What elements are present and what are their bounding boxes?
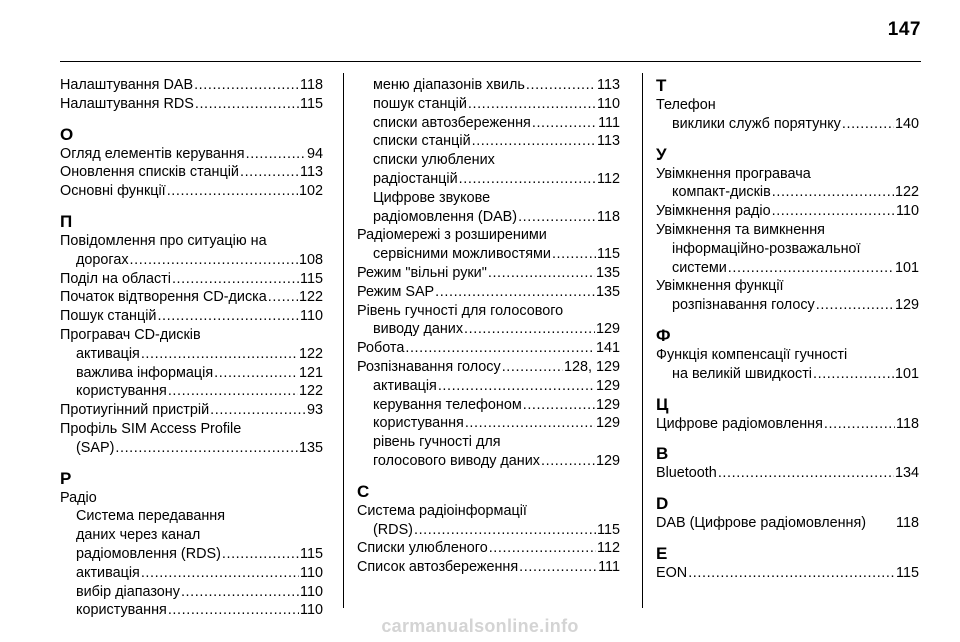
index-entry [357, 132, 620, 151]
index-entry-label: Оновлення списків станцій [60, 164, 239, 181]
index-entry [357, 208, 620, 227]
index-entry [357, 358, 620, 377]
dot-leader [519, 558, 597, 577]
dot-leader [115, 439, 298, 458]
index-entry-label: дорогах [76, 251, 129, 268]
index-entry-label: Цифрове радіомовлення [656, 415, 823, 432]
index-entry-page: 113 [597, 77, 620, 93]
index-entry [656, 296, 919, 315]
index-entry [60, 564, 323, 583]
index-entry-label: користування [76, 383, 167, 400]
section-letter: У [656, 144, 667, 164]
index-entry-label: активація [76, 345, 140, 362]
index-entry-page: 110 [300, 564, 323, 581]
dot-leader [130, 251, 298, 270]
index-entry-label: радіостанцій [373, 170, 458, 187]
index-entry-label: виклики служб порятунку [672, 115, 841, 132]
index-term: Функція компенсації гучності [656, 346, 848, 363]
index-term: Профіль SIM Access Profile [60, 420, 242, 437]
index-entry-label: Список автозбереження [357, 559, 519, 576]
dot-leader [195, 95, 299, 114]
index-entry [357, 558, 620, 577]
index-entry-label: виводу даних [373, 321, 464, 338]
index-entry-page: 135 [595, 264, 620, 281]
index-entry-label: (RDS) [373, 521, 413, 538]
dot-leader [824, 415, 895, 434]
index-entry-page: 135 [298, 439, 323, 456]
index-term: Радіомережі з розширеними [357, 227, 547, 244]
index-entry [656, 202, 919, 221]
index-entry [60, 163, 323, 182]
dot-leader [246, 145, 306, 164]
index-term: Увімкнення програвача [656, 165, 811, 182]
index-entry [60, 251, 323, 270]
index-entry [60, 270, 323, 289]
index-entry-page: 129 [894, 297, 919, 314]
index-entry [357, 170, 620, 189]
index-entry-page: 111 [598, 559, 620, 576]
index-entry-label: активація [76, 564, 140, 581]
section-letter: B [656, 444, 669, 464]
index-entry-label: на великій швидкості [672, 365, 812, 382]
page-number: 147 [887, 19, 921, 40]
index-entry-label: Початок відтворення CD-диска [60, 289, 267, 306]
index-entry-page: 129 [595, 396, 620, 413]
index-entry-page: 115 [597, 246, 620, 263]
index-entry-page: 93 [306, 402, 323, 419]
index-entry [656, 365, 919, 384]
dot-leader [141, 345, 298, 364]
index-entry-label: системи [672, 259, 727, 276]
index-entry-label: пошук станцій [373, 95, 467, 112]
index-entry-page: 110 [896, 203, 919, 220]
dot-leader [268, 288, 298, 307]
dot-leader [472, 132, 596, 151]
index-entry [357, 377, 620, 396]
section-letter: E [656, 543, 668, 563]
dot-leader [405, 339, 595, 358]
index-entry [357, 245, 620, 264]
dot-leader [772, 183, 894, 202]
index-entry [60, 401, 323, 420]
index-entry-label: керування телефоном [373, 396, 522, 413]
index-term: Увімкнення функції [656, 278, 784, 295]
index-entry-label: активація [373, 377, 437, 394]
index-entry-label: радіомовлення (DAB) [373, 208, 518, 225]
dot-leader [541, 452, 595, 471]
index-entry-label: Налаштування RDS [60, 95, 194, 112]
index-entry-page: 122 [298, 383, 323, 400]
index-term: Програвач CD-дисків [60, 326, 201, 343]
index-entry-page: 102 [298, 183, 323, 200]
dot-leader [502, 358, 563, 377]
dot-leader [214, 364, 298, 383]
index-entry-page: 118 [896, 415, 919, 432]
index-entry [656, 464, 919, 483]
index-entry [357, 320, 620, 339]
index-entry-page: 141 [595, 340, 620, 357]
index-entry-page: 128, 129 [563, 358, 620, 375]
dot-leader [141, 564, 299, 583]
index-entry [357, 521, 620, 540]
index-entry-label: Протиугінний пристрій [60, 402, 210, 419]
index-entry [357, 95, 620, 114]
index-term: Цифрове звукове [373, 189, 491, 206]
index-entry [60, 364, 323, 383]
index-entry [60, 145, 323, 164]
dot-leader [210, 401, 306, 420]
dot-leader [772, 202, 895, 221]
index-entry-page: 122 [894, 184, 919, 201]
index-entry [656, 415, 919, 434]
index-entry-label: Робота [357, 340, 405, 357]
dot-leader [468, 95, 596, 114]
dot-leader [459, 170, 596, 189]
index-entry [656, 115, 919, 134]
index-term: інформаційно-розважальної [672, 240, 861, 257]
dot-leader [813, 365, 894, 384]
index-entry [60, 182, 323, 201]
index-entry [357, 264, 620, 283]
index-entry-page: 115 [300, 270, 323, 287]
index-term: Система передавання [76, 508, 226, 525]
index-entry-page: 121 [298, 364, 323, 381]
section-letter: Ф [656, 325, 671, 345]
index-entry-label: вибір діапазону [76, 583, 180, 600]
index-entry-label: Bluetooth [656, 465, 717, 482]
dot-leader [688, 564, 895, 583]
index-entry-label: Основні функції [60, 183, 166, 200]
dot-leader [435, 283, 595, 302]
index-term: Система радіоінформації [357, 502, 527, 519]
index-entry [656, 259, 919, 278]
index-entry-page: 110 [300, 583, 323, 600]
index-entry-page: 110 [300, 602, 323, 619]
index-entry-page: 112 [597, 170, 620, 187]
index-entry-label: EON [656, 564, 688, 581]
index-entry-label: меню діапазонів хвиль [373, 77, 525, 93]
index-entry-label: розпізнавання голосу [672, 297, 815, 314]
dot-leader [167, 182, 298, 201]
index-entry-page: 115 [597, 521, 620, 538]
index-entry-label: Розпізнавання голосу [357, 358, 501, 375]
index-entry-page: 108 [298, 251, 323, 268]
index-entry-label: списки станцій [373, 133, 471, 150]
section-letter: П [60, 211, 73, 231]
dot-leader [552, 245, 596, 264]
dot-leader [489, 539, 596, 558]
header-rule [60, 61, 921, 62]
index-entry-page: 115 [896, 564, 919, 581]
index-entry [60, 583, 323, 602]
index-entry [357, 76, 620, 95]
index-entry-label: компакт-дисків [672, 184, 771, 201]
index-entry-page: 115 [300, 95, 323, 112]
column-divider [642, 73, 643, 608]
dot-leader [718, 464, 894, 483]
index-entry-label: користування [373, 415, 464, 432]
section-letter: О [60, 124, 74, 144]
index-term: даних через канал [76, 527, 201, 544]
index-term: рівень гучності для [373, 434, 501, 451]
index-entry-label: Увімкнення радіо [656, 203, 771, 220]
index-entry [656, 514, 919, 533]
dot-leader [465, 414, 595, 433]
index-entry-label: радіомовлення (RDS) [76, 545, 221, 562]
dot-leader [464, 320, 595, 339]
index-entry [60, 76, 323, 95]
dot-leader [438, 377, 595, 396]
dot-leader [728, 259, 894, 278]
index-entry-page: 135 [595, 283, 620, 300]
index-entry [60, 382, 323, 401]
index-entry-label: Пошук станцій [60, 308, 157, 325]
index-entry [656, 183, 919, 202]
dot-leader [194, 76, 299, 95]
index-entry-page: 110 [300, 308, 323, 325]
index-entry-label: Режим SAP [357, 283, 435, 300]
index-column-2 [357, 76, 620, 577]
index-entry-label: списки автозбереження [373, 114, 531, 131]
index-entry-page: 134 [894, 465, 919, 482]
index-entry-label: Режим "вільні руки" [357, 264, 487, 281]
index-entry-page: 115 [300, 545, 323, 562]
index-entry [60, 345, 323, 364]
index-entry-page: 129 [595, 321, 620, 338]
index-entry-page: 122 [298, 345, 323, 362]
index-entry [357, 539, 620, 558]
index-entry-page: 94 [306, 145, 323, 162]
index-term: Увімкнення та вимкнення [656, 221, 825, 238]
index-entry-label: Огляд елементів керування [60, 145, 245, 162]
index-entry-page: 111 [598, 114, 620, 131]
index-entry-label: сервісними можливостями [373, 246, 551, 263]
index-entry [656, 564, 919, 583]
index-entry [357, 452, 620, 471]
index-entry [357, 339, 620, 358]
index-entry-label: DAB (Цифрове радіомовлення) [656, 515, 867, 532]
index-entry [357, 283, 620, 302]
dot-leader [168, 382, 298, 401]
section-letter: Р [60, 468, 72, 488]
column-divider [343, 73, 344, 608]
dot-leader [816, 296, 894, 315]
index-entry-label: Налаштування DAB [60, 77, 194, 93]
index-term: Повідомлення про ситуацію на [60, 232, 267, 249]
dot-leader [842, 115, 894, 134]
index-entry-label: користування [76, 602, 167, 619]
index-entry [357, 414, 620, 433]
index-term: Рівень гучності для голосового [357, 302, 564, 319]
dot-leader [240, 163, 299, 182]
index-term: списки улюблених [373, 152, 495, 169]
index-entry-label: (SAP) [76, 439, 115, 456]
index-entry [60, 545, 323, 564]
dot-leader [526, 76, 596, 95]
section-letter: С [357, 481, 370, 501]
index-entry-page: 118 [300, 77, 323, 93]
index-entry-label: важлива інформація [76, 364, 214, 381]
index-entry-page: 129 [595, 377, 620, 394]
index-entry [60, 95, 323, 114]
watermark: carmanualsonline.info [381, 616, 579, 636]
index-entry-page: 129 [595, 415, 620, 432]
index-entry-label: Поділ на області [60, 270, 171, 287]
dot-leader [414, 521, 596, 540]
dot-leader [172, 270, 299, 289]
index-entry-page: 113 [300, 164, 323, 181]
index-entry-page: 140 [894, 115, 919, 132]
index-entry-page: 129 [595, 452, 620, 469]
index-entry-page: 110 [597, 95, 620, 112]
index-entry [60, 307, 323, 326]
index-entry-page: 118 [896, 515, 919, 532]
index-entry [357, 396, 620, 415]
index-entry [357, 114, 620, 133]
index-column-3 [656, 76, 919, 583]
index-entry [60, 288, 323, 307]
index-term: Радіо [60, 489, 97, 506]
dot-leader [181, 583, 299, 602]
index-entry-page: 101 [894, 365, 919, 382]
dot-leader [518, 208, 596, 227]
index-entry-page: 113 [597, 133, 620, 150]
index-entry [60, 439, 323, 458]
index-term: Телефон [656, 97, 716, 113]
index-entry-page: 122 [298, 289, 323, 306]
dot-leader [523, 396, 595, 415]
index-entry-page: 112 [597, 540, 620, 557]
dot-leader [532, 114, 597, 133]
index-entry-page: 118 [597, 208, 620, 225]
dot-leader [488, 264, 595, 283]
index-column-1 [60, 76, 323, 620]
dot-leader [222, 545, 299, 564]
section-letter: Т [656, 76, 667, 95]
section-letter: Ц [656, 394, 669, 414]
index-entry-label: голосового виводу даних [373, 452, 540, 469]
dot-leader [157, 307, 299, 326]
section-letter: D [656, 494, 669, 514]
index-entry-label: Списки улюбленого [357, 540, 488, 557]
index-entry-page: 101 [894, 259, 919, 276]
